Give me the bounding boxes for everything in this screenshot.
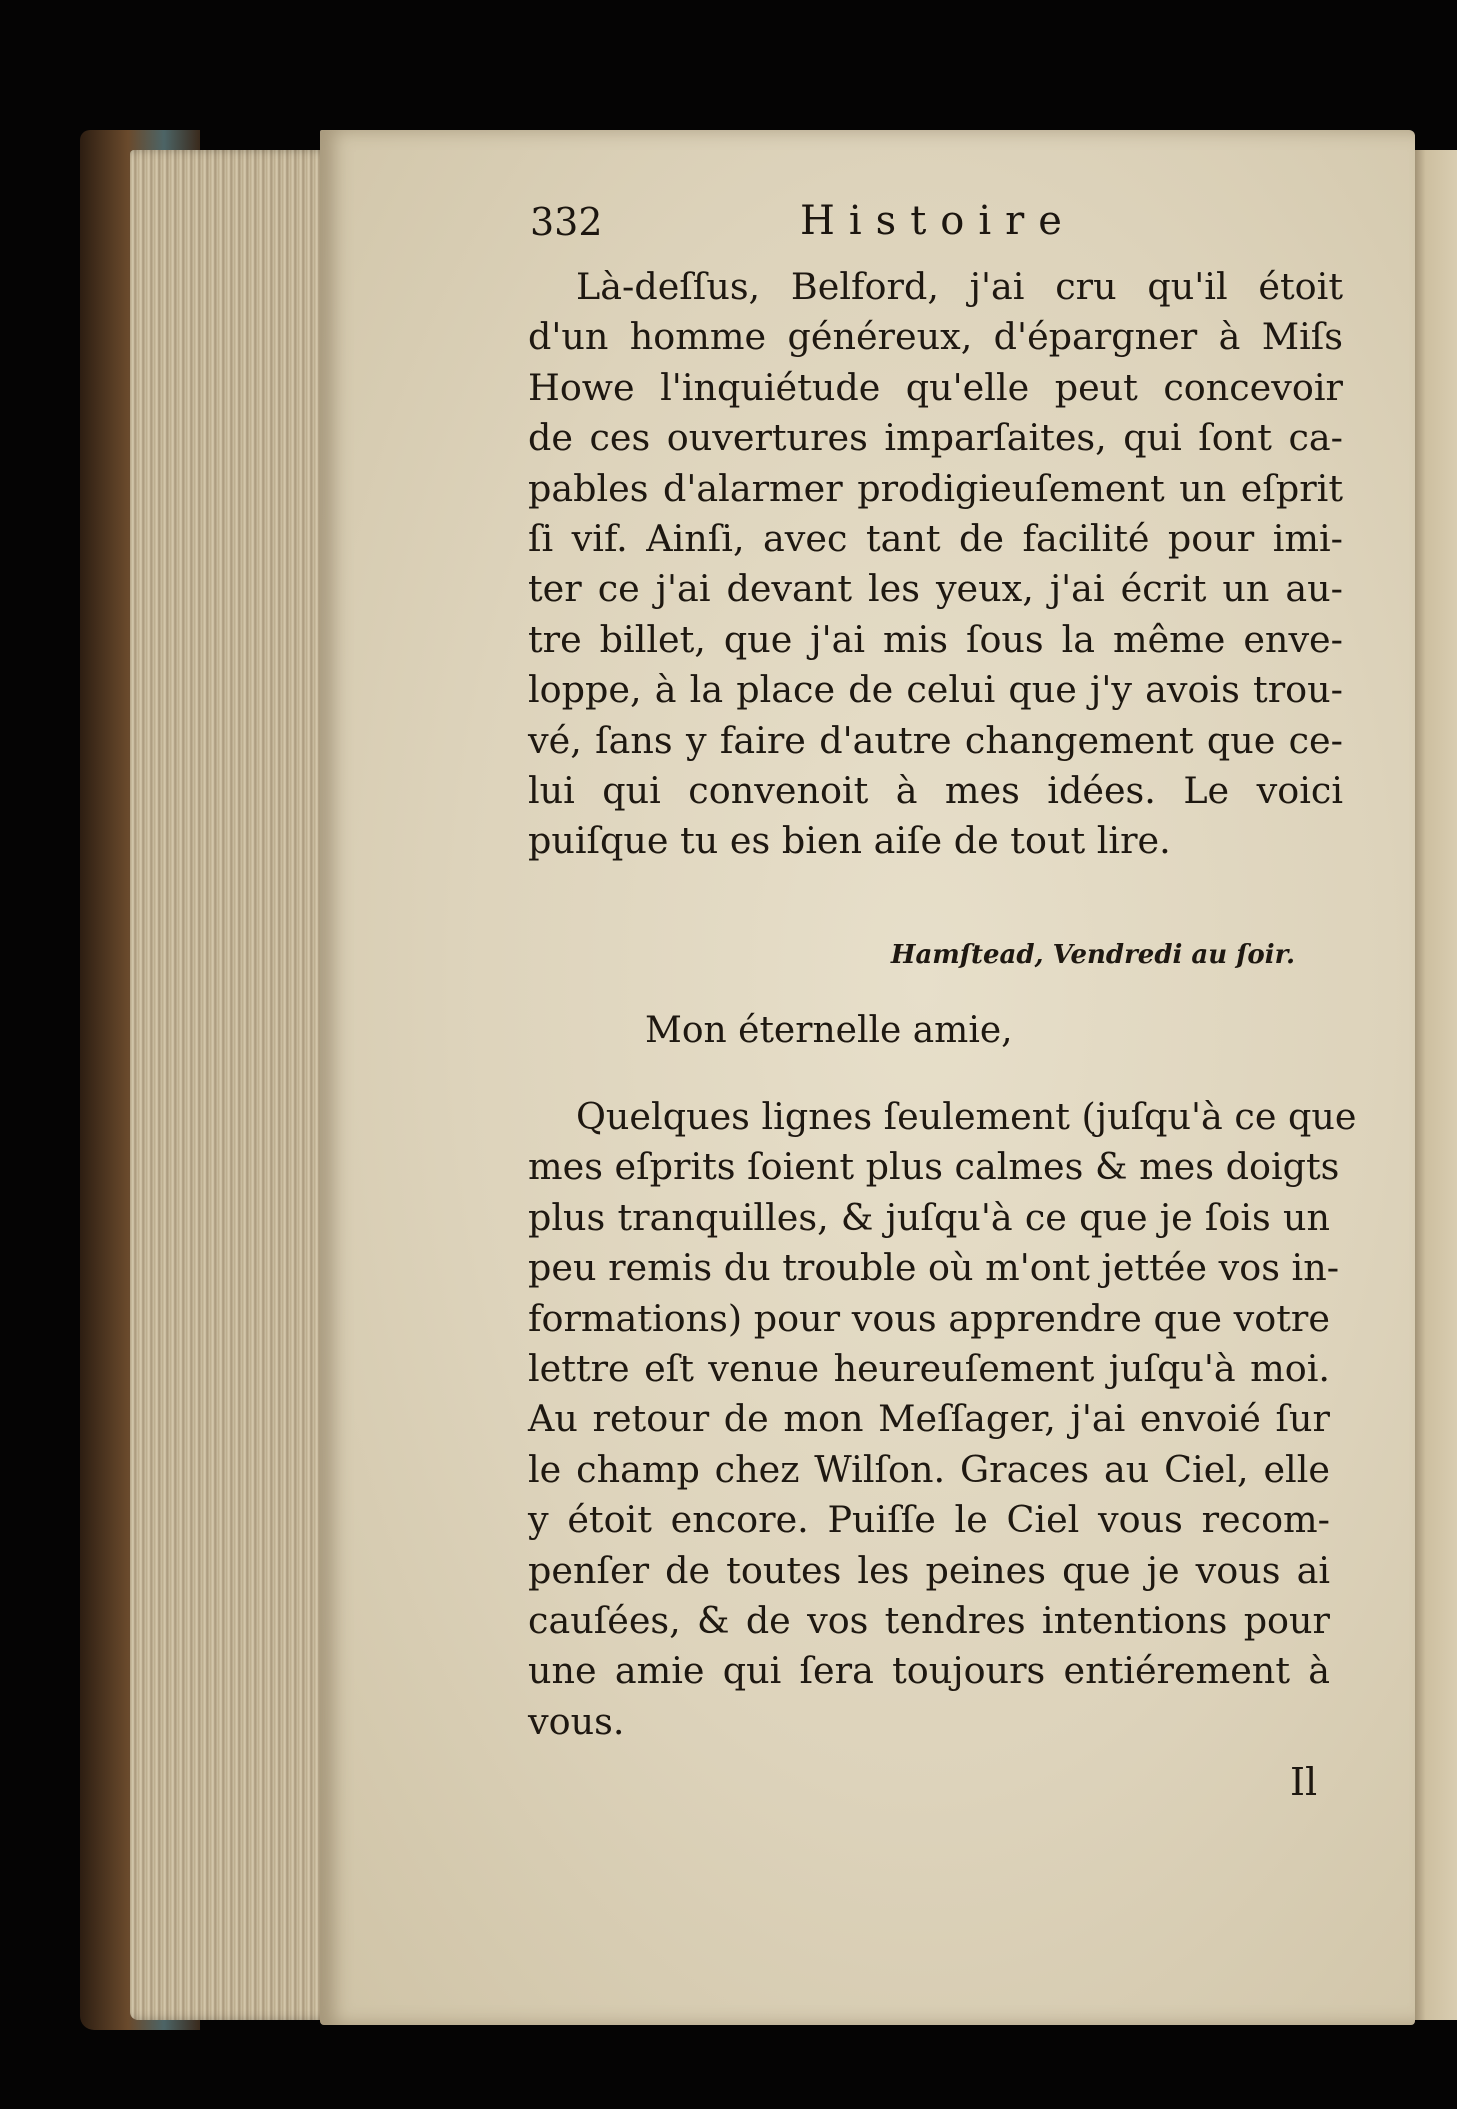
text-line: de ces ouvertures imparſaites, qui ſont ca- bbox=[528, 416, 1343, 460]
text-line: penſer de toutes les peines que je vous ai bbox=[528, 1548, 1330, 1592]
text-line: plus tranquilles, & juſqu'à ce que je ſois un bbox=[528, 1195, 1330, 1239]
text-line: Howe l'inquiétude qu'elle peut concevoir bbox=[528, 365, 1343, 409]
text-line: d'un homme généreux, d'épargner à Miſs bbox=[528, 315, 1343, 359]
text-line: vous. bbox=[528, 1699, 625, 1743]
text-line: vé, ſans y faire d'autre changement que ce- bbox=[528, 718, 1343, 762]
text-line: peu remis du trouble où m'ont jettée vos in- bbox=[528, 1246, 1340, 1290]
paragraph-2 bbox=[528, 1092, 1357, 1747]
text-line: puiſque tu es bien aiſe de tout lire. bbox=[528, 819, 1171, 863]
text-line: Au retour de mon Meſſager, j'ai envoié ſur bbox=[528, 1397, 1330, 1441]
text-line: Là-deſſus, Belford, j'ai cru qu'il étoit bbox=[576, 265, 1343, 308]
text-line: ſi vif. Ainſi, avec tant de facilité pour imi- bbox=[528, 517, 1343, 561]
letter-dateline: Hamſtead, Vendredi au ſoir. bbox=[890, 940, 1295, 970]
text-line: une amie qui ſera toujours entiérement à bbox=[528, 1649, 1330, 1693]
text-line: lui qui convenoit à mes idées. Le voici bbox=[528, 769, 1343, 813]
text-line: mes eſprits ſoient plus calmes & mes doigts bbox=[528, 1145, 1340, 1189]
text-line: Quelques lignes ſeulement (juſqu'à ce que bbox=[576, 1095, 1357, 1138]
page-number: 332 bbox=[530, 200, 603, 244]
text-line: ter ce j'ai devant les yeux, j'ai écrit un au- bbox=[528, 567, 1343, 611]
text-line: pables d'alarmer prodigieuſement un eſprit bbox=[528, 466, 1343, 510]
letter-salutation: Mon éternelle amie, bbox=[645, 1010, 1013, 1051]
paragraph-1 bbox=[528, 262, 1343, 867]
text-line: cauſées, & de vos tendres intentions pour bbox=[528, 1599, 1330, 1643]
running-title: Histoire bbox=[800, 198, 1076, 244]
text-line: lettre eſt venue heureuſement juſqu'à moi. bbox=[528, 1347, 1330, 1391]
page-header bbox=[530, 200, 1330, 250]
text-line: formations) pour vous apprendre que votre bbox=[528, 1296, 1330, 1340]
text-line: loppe, à la place de celui que j'y avois trou- bbox=[528, 668, 1343, 712]
text-line: le champ chez Wilſon. Graces au Ciel, elle bbox=[528, 1447, 1330, 1491]
page-edges bbox=[130, 150, 350, 2020]
text-line: y étoit encore. Puiſſe le Ciel vous recom- bbox=[528, 1498, 1330, 1542]
catchword: Il bbox=[1290, 1760, 1318, 1804]
text-line: tre billet, que j'ai mis ſous la même enve- bbox=[528, 617, 1343, 661]
